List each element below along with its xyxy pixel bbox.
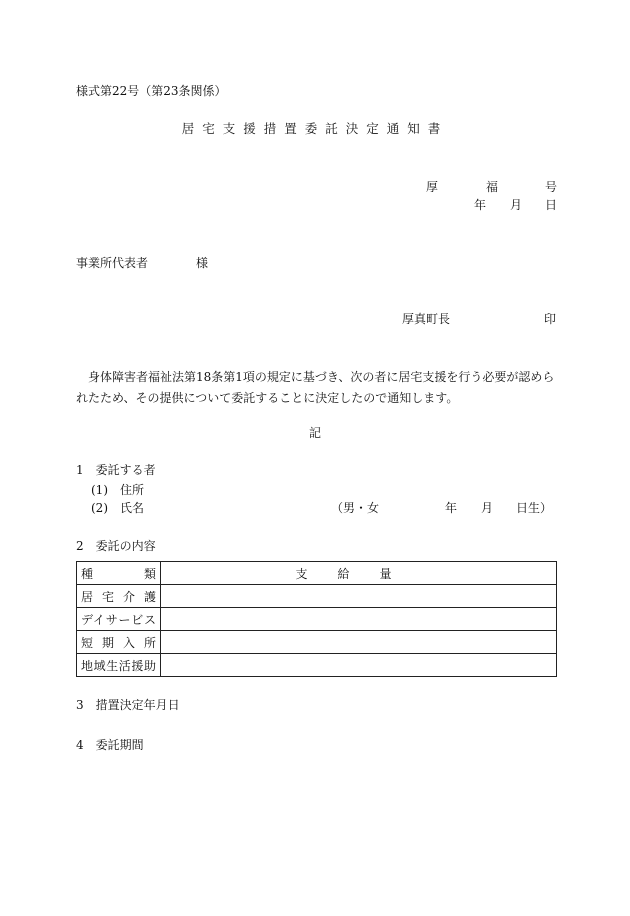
ref-char-c: 号 — [545, 180, 558, 194]
body-paragraph: 身体障害者福祉法第18条第1項の規定に基づき、次の者に居宅支援を行う必要が認められたため、その提供について委託することに決定したので通知します。 — [76, 370, 555, 405]
birth-day-label: 日生） — [516, 501, 553, 515]
section1-title: 1 委託する者 — [76, 463, 156, 477]
date-day-label: 日 — [545, 198, 558, 212]
addressee-label: 事業所代表者 — [76, 256, 149, 270]
table-row — [77, 585, 557, 608]
row-amount-cell — [161, 631, 557, 654]
address-label: (1) 住所 — [91, 483, 144, 497]
ki-heading: 記 — [309, 426, 322, 440]
birth-year-label: 年 — [445, 501, 458, 515]
header-amount: 支給量 — [161, 562, 557, 585]
document-title: 居宅支援措置委託決定通知書 — [181, 121, 449, 136]
table-row — [77, 608, 557, 631]
birth-month-label: 月 — [481, 501, 494, 515]
row-amount-cell — [161, 654, 557, 677]
row-label: 短期入所 — [77, 631, 161, 654]
header-type: 種類 — [77, 562, 161, 585]
table-row — [77, 654, 557, 677]
seal-mark: 印 — [544, 312, 557, 326]
date-month-label: 月 — [510, 198, 523, 212]
ref-char-b: 福 — [486, 180, 499, 194]
ref-char-a: 厚 — [426, 180, 439, 194]
table-row — [77, 631, 557, 654]
row-label: デイサービス — [77, 608, 161, 631]
row-label: 地域生活援助 — [77, 654, 161, 677]
name-label: (2) 氏名 — [91, 501, 144, 515]
row-amount-cell — [161, 608, 557, 631]
content-table — [76, 561, 557, 677]
form-number: 様式第22号（第23条関係） — [76, 84, 227, 98]
section4-title: 4 委託期間 — [76, 738, 144, 752]
section2-title: 2 委託の内容 — [76, 539, 156, 553]
date-year-label: 年 — [474, 198, 487, 212]
table-header-row — [77, 562, 557, 585]
row-amount-cell — [161, 585, 557, 608]
row-label: 居宅介護 — [77, 585, 161, 608]
sex-choice: （男・女 — [331, 501, 380, 515]
issuer-name: 厚真町長 — [402, 312, 451, 326]
section3-title: 3 措置決定年月日 — [76, 698, 180, 712]
addressee-honorific: 様 — [196, 256, 209, 270]
